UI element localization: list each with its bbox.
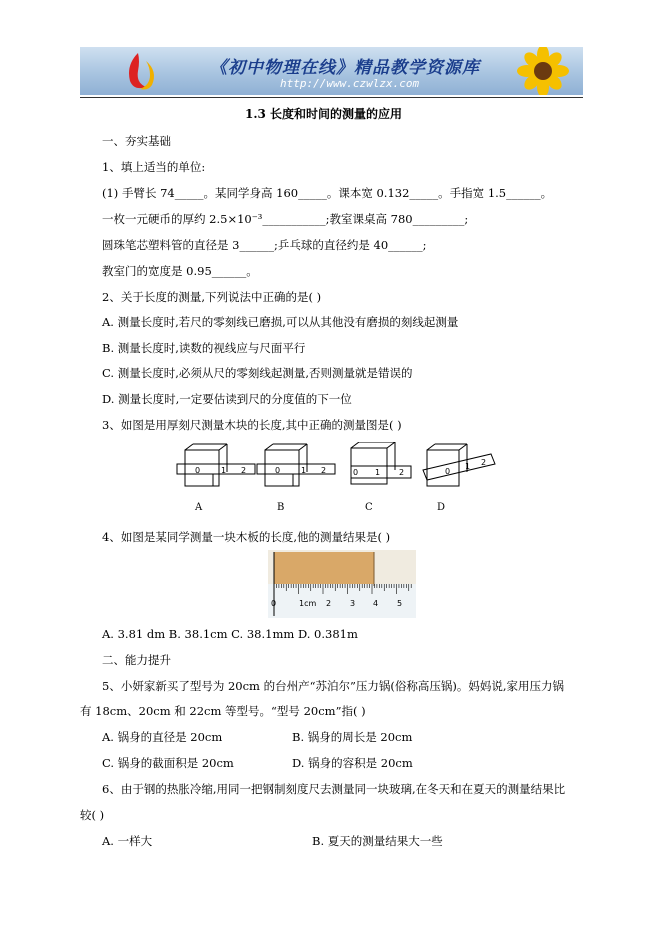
q6-option-b: B. 夏天的测量结果大一些 [312, 834, 443, 848]
section-heading-2: 二、能力提升 [102, 653, 171, 667]
q4-tick-2: 2 [326, 599, 332, 608]
q4-stem: 4、如图是某同学测量一块木板的长度,他的测量结果是( ) [102, 530, 391, 544]
q2-option-c: C. 测量长度时,必须从尺的零刻线起测量,否则测量就是错误的 [102, 366, 413, 380]
svg-text:2: 2 [321, 466, 327, 475]
svg-text:1: 1 [375, 468, 381, 477]
q4-tick-3: 3 [350, 599, 356, 608]
q6-option-a: A. 一样大 [102, 834, 153, 848]
header-rule [80, 97, 583, 98]
q1-stem: 1、填上适当的单位: [102, 160, 206, 174]
svg-text:2: 2 [241, 466, 247, 475]
q5-option-b: B. 锅身的周长是 20cm [292, 730, 413, 744]
q4-tick-4: 4 [373, 599, 379, 608]
svg-text:2: 2 [399, 468, 405, 477]
q5-stem-2: 有 18cm、20cm 和 22cm 等型号。“型号 20cm”指( ) [80, 704, 366, 718]
q1-line-2: 一枚一元硬币的厚约 2.5×10⁻³___________;教室课桌高 780_________; [102, 212, 469, 226]
banner-url[interactable]: http://www.czwlzx.com [280, 77, 420, 90]
q5-option-d: D. 锅身的容积是 20cm [292, 756, 413, 770]
q6-stem-2: 较( ) [80, 808, 105, 822]
q1-line-4: 教室门的宽度是 0.95______。 [102, 264, 258, 278]
q2-option-b: B. 测量长度时,读数的视线应与尺面平行 [102, 341, 306, 355]
q2-stem: 2、关于长度的测量,下列说法中正确的是( ) [102, 290, 322, 304]
q1-line-3: 圆珠笔芯塑料管的直径是 3______;乒乓球的直径约是 40______; [102, 238, 427, 252]
q3-ruler-figure [175, 442, 505, 517]
q2-option-d: D. 测量长度时,一定要估读到尺的分度值的下一位 [102, 392, 352, 406]
doc-title: 1.3 长度和时间的测量的应用 [245, 107, 403, 121]
svg-text:1: 1 [221, 466, 227, 475]
q3-stem: 3、如图是用厚刻尺测量木块的长度,其中正确的测量图是( ) [102, 418, 402, 432]
sunflower-icon [503, 47, 583, 95]
svg-text:0: 0 [353, 468, 359, 477]
section-heading-1: 一、夯实基础 [102, 134, 171, 148]
q3-label-b: B [277, 502, 285, 513]
q3-label-d: D [437, 502, 446, 513]
banner-title: 《初中物理在线》精品教学资源库 [210, 58, 480, 78]
q4-tick-0: 0 [271, 599, 277, 608]
header-banner [80, 47, 583, 95]
q4-ruler-photo [268, 550, 416, 618]
q6-stem-1: 6、由于钢的热胀冷缩,用同一把钢制刻度尺去测量同一块玻璃,在冬天和在夏天的测量结果比 [102, 782, 566, 796]
q4-options: A. 3.81 dm B. 38.1cm C. 38.1mm D. 0.381m [102, 627, 358, 641]
q5-option-c: C. 锅身的截面积是 20cm [102, 756, 234, 770]
svg-text:0: 0 [195, 466, 201, 475]
q2-option-a: A. 测量长度时,若尺的零刻线已磨损,可以从其他没有磨损的刻线起测量 [102, 315, 459, 329]
q5-stem-1: 5、小妍家新买了型号为 20cm 的台州产“苏泊尔”压力锅(俗称高压锅)。妈妈说,家用压力锅 [102, 679, 564, 693]
svg-text:2: 2 [481, 458, 487, 467]
svg-text:0: 0 [445, 467, 451, 476]
q5-option-a: A. 锅身的直径是 20cm [102, 730, 223, 744]
svg-text:1: 1 [465, 462, 471, 471]
q3-label-c: C [365, 502, 373, 513]
svg-text:1: 1 [301, 466, 307, 475]
q3-label-a: A [195, 502, 203, 513]
logo-icon [108, 47, 168, 95]
q4-tick-5: 5 [397, 599, 403, 608]
q4-tick-1: 1cm [299, 599, 317, 608]
q1-line-1: (1) 手臂长 74_____。某同学身高 160_____。课本宽 0.132_____。手指宽 1.5______。 [102, 186, 553, 200]
svg-text:0: 0 [275, 466, 281, 475]
